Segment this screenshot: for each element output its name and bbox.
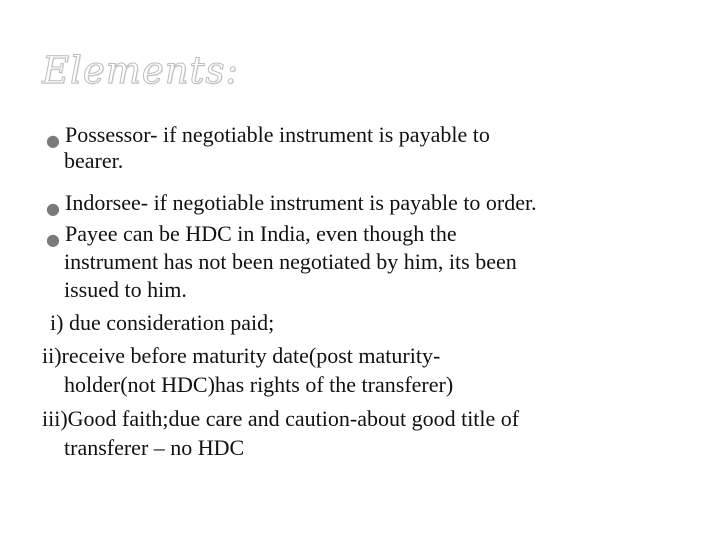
line-continuation: bearer. [64,148,124,173]
bullet-line-possessor [42,122,490,151]
bullet-icon: ● [46,199,60,218]
line-text: Indorsee- if negotiable instrument is payable to order. [65,190,537,215]
slide-title: Elements: [42,49,239,92]
bullet-line-payee [42,221,457,250]
bullet-line-indorsee [42,190,537,219]
line-text: Payee can be HDC in India, even though the [65,221,457,246]
numbered-item-3: iii)Good faith;due care and caution-about good title of [42,406,520,431]
bullet-icon: ● [46,230,60,249]
bullet-icon: ● [46,131,60,150]
line-text: Possessor- if negotiable instrument is payable to [65,122,490,147]
line-continuation: transferer – no HDC [64,435,245,460]
numbered-item-2: ii)receive before maturity date(post maturity- [42,343,441,368]
line-continuation: issued to him. [64,277,187,302]
numbered-item-1: i) due consideration paid; [50,310,275,335]
line-continuation: holder(not HDC)has rights of the transferer) [64,372,454,397]
line-continuation: instrument has not been negotiated by him, its been [64,249,517,274]
